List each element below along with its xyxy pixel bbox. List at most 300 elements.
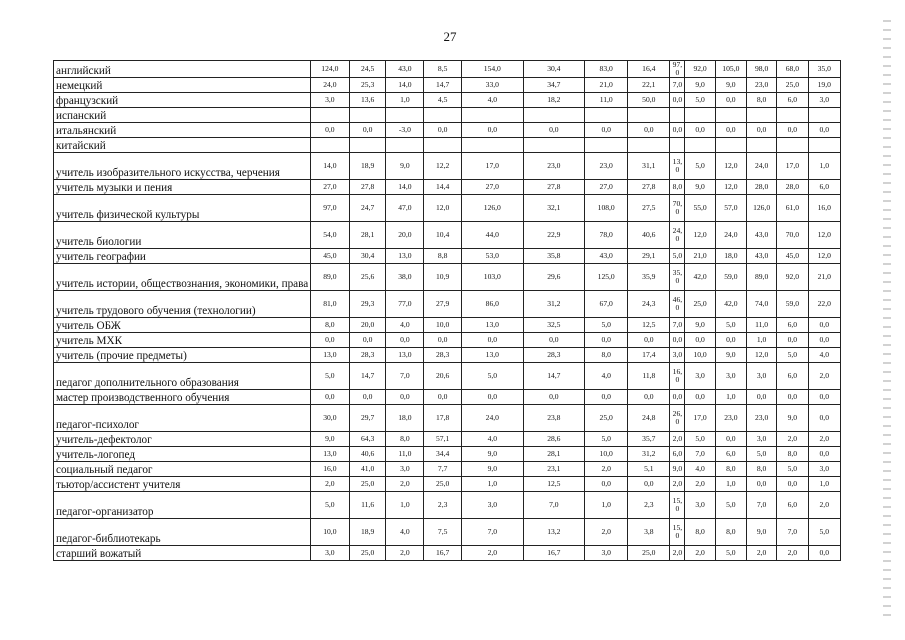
table-cell: 3,0 [310, 546, 349, 561]
row-label: китайский [54, 138, 311, 153]
table-cell: 27,0 [585, 180, 628, 195]
table-cell: 0,0 [462, 333, 524, 348]
table-cell: 8,0 [310, 318, 349, 333]
table-cell: 24,0 [670, 222, 685, 249]
table-cell: 12,5 [628, 318, 670, 333]
row-label: учитель музыки и пения [54, 180, 311, 195]
table-cell: 11,8 [628, 363, 670, 390]
table-row [54, 291, 841, 318]
table-cell: 25,3 [349, 78, 386, 93]
table-cell: 14,7 [424, 78, 462, 93]
table-cell: 14,0 [310, 153, 349, 180]
table-cell: 126,0 [747, 195, 777, 222]
table-cell: 0,0 [585, 333, 628, 348]
table-cell: 10,0 [424, 318, 462, 333]
table-cell [386, 108, 424, 123]
row-label: испанский [54, 108, 311, 123]
table-cell: 12,5 [523, 477, 585, 492]
table-cell: 25,0 [777, 78, 808, 93]
table-cell: 3,0 [685, 363, 715, 390]
table-cell: 55,0 [685, 195, 715, 222]
row-label: английский [54, 61, 311, 78]
table-cell [424, 138, 462, 153]
row-label: педагог-организатор [54, 492, 311, 519]
table-cell: 7,0 [670, 318, 685, 333]
table-cell: 0,0 [747, 123, 777, 138]
row-label: учитель МХК [54, 333, 311, 348]
table-cell: 0,0 [777, 123, 808, 138]
table-cell: 89,0 [747, 264, 777, 291]
table-cell: 154,0 [462, 61, 524, 78]
table-cell: 13,2 [523, 519, 585, 546]
table-cell [585, 108, 628, 123]
table-cell: 0,0 [715, 333, 746, 348]
table-cell: 3,8 [628, 519, 670, 546]
table-cell [747, 108, 777, 123]
table-row [54, 477, 841, 492]
table-cell: 3,0 [685, 492, 715, 519]
table-cell: 0,0 [585, 123, 628, 138]
table-cell: 10,0 [685, 348, 715, 363]
table-cell: 54,0 [310, 222, 349, 249]
table-cell: 6,0 [808, 180, 840, 195]
table-cell: 27,8 [628, 180, 670, 195]
row-label: педагог-библиотекарь [54, 519, 311, 546]
table-cell: 68,0 [777, 61, 808, 78]
table-row [54, 123, 841, 138]
table-cell: 19,0 [808, 78, 840, 93]
table-cell [715, 108, 746, 123]
table-cell: 30,4 [349, 249, 386, 264]
table-cell: 28,6 [523, 432, 585, 447]
table-cell: 2,3 [424, 492, 462, 519]
table-cell: 0,0 [349, 123, 386, 138]
table-cell: 86,0 [462, 291, 524, 318]
table-cell: 24,7 [349, 195, 386, 222]
table-cell: 45,0 [310, 249, 349, 264]
table-cell: 33,0 [462, 78, 524, 93]
table-cell: 3,0 [747, 363, 777, 390]
table-row [54, 153, 841, 180]
table-cell: 7,0 [685, 447, 715, 462]
table-cell: 3,0 [310, 93, 349, 108]
table-row [54, 492, 841, 519]
table-cell: 30,4 [523, 61, 585, 78]
table-cell: 0,0 [670, 93, 685, 108]
table-cell: 6,0 [715, 447, 746, 462]
table-cell: 59,0 [715, 264, 746, 291]
table-cell: 13,0 [310, 447, 349, 462]
row-label: учитель-дефектолог [54, 432, 311, 447]
table-cell: 1,0 [715, 390, 746, 405]
table-cell: 4,0 [808, 348, 840, 363]
table-cell: 5,0 [310, 363, 349, 390]
table-cell: 22,1 [628, 78, 670, 93]
table-cell: -3,0 [386, 123, 424, 138]
table-cell: 7,5 [424, 519, 462, 546]
table-cell: 43,0 [585, 249, 628, 264]
table-cell: 0,0 [585, 390, 628, 405]
table-cell: 0,0 [349, 390, 386, 405]
table-cell: 27,0 [310, 180, 349, 195]
table-row [54, 222, 841, 249]
table-cell: 9,0 [777, 405, 808, 432]
table-cell: 31,2 [628, 447, 670, 462]
table-cell: 92,0 [777, 264, 808, 291]
table-cell: 24,8 [628, 405, 670, 432]
table-cell: 83,0 [585, 61, 628, 78]
table-row [54, 108, 841, 123]
table-cell: 4,0 [462, 432, 524, 447]
table-cell: 28,0 [747, 180, 777, 195]
table-cell: 16,4 [628, 61, 670, 78]
table-cell: 8,5 [424, 61, 462, 78]
row-label: учитель истории, обществознания, экономики, права [54, 264, 311, 291]
table-cell: 124,0 [310, 61, 349, 78]
table-cell: 0,0 [685, 333, 715, 348]
table-cell: 11,0 [585, 93, 628, 108]
row-label: учитель трудового обучения (технологии) [54, 291, 311, 318]
staff-demand-table [53, 60, 841, 561]
table-cell: 24,0 [310, 78, 349, 93]
table-cell: 31,2 [523, 291, 585, 318]
table-cell: 27,8 [349, 180, 386, 195]
table-cell: 10,4 [424, 222, 462, 249]
table-cell: 2,0 [670, 546, 685, 561]
table-cell: 0,0 [424, 333, 462, 348]
table-cell: 0,0 [747, 477, 777, 492]
table-row [54, 93, 841, 108]
table-cell: 2,0 [777, 546, 808, 561]
table-cell: 0,0 [777, 333, 808, 348]
table-cell: 35,0 [808, 61, 840, 78]
table-cell: 25,0 [685, 291, 715, 318]
table-cell: 6,0 [670, 447, 685, 462]
table-cell: 23,0 [585, 153, 628, 180]
table-cell: 4,0 [462, 93, 524, 108]
table-cell: 10,9 [424, 264, 462, 291]
table-cell: 0,0 [424, 390, 462, 405]
table-cell: 4,5 [424, 93, 462, 108]
table-cell: 9,0 [462, 462, 524, 477]
table-cell: 0,0 [685, 390, 715, 405]
table-cell: 59,0 [777, 291, 808, 318]
table-cell: 3,0 [386, 462, 424, 477]
table-cell: 7,0 [670, 78, 685, 93]
table-cell: 4,0 [585, 363, 628, 390]
table-cell: 2,0 [747, 546, 777, 561]
table-cell: 13,0 [386, 348, 424, 363]
table-cell: 12,0 [685, 222, 715, 249]
table-cell: 0,0 [670, 390, 685, 405]
table-cell: 4,0 [685, 462, 715, 477]
table-cell: 38,0 [386, 264, 424, 291]
table-cell: 13,0 [462, 348, 524, 363]
table-cell: 28,3 [424, 348, 462, 363]
table-cell: 29,1 [628, 249, 670, 264]
table-cell: 6,0 [777, 363, 808, 390]
table-cell: 23,0 [747, 78, 777, 93]
table-cell: 25,0 [424, 477, 462, 492]
table-cell: 41,0 [349, 462, 386, 477]
table-cell: 21,0 [808, 264, 840, 291]
table-cell: 23,1 [523, 462, 585, 477]
table-cell: 27,9 [424, 291, 462, 318]
table-cell: 0,0 [424, 123, 462, 138]
table-cell: 0,0 [628, 333, 670, 348]
table-cell [386, 138, 424, 153]
table-cell: 57,1 [424, 432, 462, 447]
table-cell: 16,0 [670, 363, 685, 390]
table-cell: 81,0 [310, 291, 349, 318]
table-cell [808, 108, 840, 123]
table-cell: 1,0 [585, 492, 628, 519]
table-cell: 0,0 [808, 390, 840, 405]
table-cell: 1,0 [808, 153, 840, 180]
table-cell: 0,0 [777, 477, 808, 492]
table-cell: 44,0 [462, 222, 524, 249]
table-cell: 0,0 [523, 123, 585, 138]
table-cell: 34,4 [424, 447, 462, 462]
table-cell: 0,0 [523, 333, 585, 348]
table-cell: 9,0 [715, 348, 746, 363]
table-cell: 18,0 [386, 405, 424, 432]
row-label: итальянский [54, 123, 311, 138]
table-cell: 1,0 [747, 333, 777, 348]
table-cell: 15,0 [670, 519, 685, 546]
table-cell: 0,0 [808, 546, 840, 561]
table-cell: 5,0 [670, 249, 685, 264]
table-cell: 18,9 [349, 519, 386, 546]
table-cell: 17,4 [628, 348, 670, 363]
table-cell [523, 108, 585, 123]
table-row [54, 546, 841, 561]
table-cell: 53,0 [462, 249, 524, 264]
table-cell: 0,0 [808, 405, 840, 432]
table-cell: 0,0 [808, 123, 840, 138]
row-label: учитель биологии [54, 222, 311, 249]
table-cell: 14,7 [523, 363, 585, 390]
row-label: учитель ОБЖ [54, 318, 311, 333]
table-cell: 30,0 [310, 405, 349, 432]
table-cell: 9,0 [310, 432, 349, 447]
table-cell: 5,0 [685, 153, 715, 180]
table-cell: 47,0 [386, 195, 424, 222]
table-cell: 0,0 [462, 123, 524, 138]
table-cell: 0,0 [715, 432, 746, 447]
table-cell: 0,0 [386, 390, 424, 405]
table-cell: 14,4 [424, 180, 462, 195]
table-cell [777, 108, 808, 123]
table-cell: 0,0 [628, 477, 670, 492]
table-cell: 2,0 [386, 477, 424, 492]
table-cell: 15,0 [670, 492, 685, 519]
table-cell: 3,0 [808, 93, 840, 108]
table-cell: 0,0 [310, 333, 349, 348]
table-cell: 13,0 [386, 249, 424, 264]
table-cell: 21,0 [585, 78, 628, 93]
row-label: учитель физической культуры [54, 195, 311, 222]
table-cell: 24,0 [747, 153, 777, 180]
table-cell: 8,0 [715, 519, 746, 546]
table-cell: 5,0 [310, 492, 349, 519]
table-cell: 7,0 [747, 492, 777, 519]
table-cell: 5,0 [585, 318, 628, 333]
table-cell: 8,0 [747, 462, 777, 477]
table-cell: 3,0 [808, 462, 840, 477]
table-cell: 42,0 [685, 264, 715, 291]
table-cell: 0,0 [349, 333, 386, 348]
table-cell: 8,0 [670, 180, 685, 195]
table-cell: 16,7 [424, 546, 462, 561]
table-cell: 24,0 [715, 222, 746, 249]
table-cell: 8,0 [386, 432, 424, 447]
table-cell: 17,0 [685, 405, 715, 432]
table-cell: 11,0 [747, 318, 777, 333]
table-row [54, 390, 841, 405]
table-cell: 0,0 [310, 390, 349, 405]
table-cell: 23,0 [523, 153, 585, 180]
table-cell: 0,0 [777, 390, 808, 405]
table-cell: 0,0 [715, 93, 746, 108]
table-row [54, 405, 841, 432]
table-cell: 23,8 [523, 405, 585, 432]
table-cell [685, 138, 715, 153]
table-cell [462, 108, 524, 123]
table-row [54, 363, 841, 390]
table-cell: 3,0 [715, 363, 746, 390]
table-cell: 5,0 [685, 93, 715, 108]
table-cell: 89,0 [310, 264, 349, 291]
table-cell [685, 108, 715, 123]
table-cell [808, 138, 840, 153]
table-cell: 7,0 [386, 363, 424, 390]
row-label: немецкий [54, 78, 311, 93]
table-cell: 0,0 [685, 123, 715, 138]
table-cell: 7,0 [777, 519, 808, 546]
table-row [54, 447, 841, 462]
table-cell: 31,1 [628, 153, 670, 180]
table-cell: 2,0 [585, 519, 628, 546]
table-cell: 40,6 [349, 447, 386, 462]
table-cell: 70,0 [670, 195, 685, 222]
table-row [54, 333, 841, 348]
table-cell: 108,0 [585, 195, 628, 222]
table-cell: 13,0 [462, 318, 524, 333]
table-cell [777, 138, 808, 153]
table-cell: 98,0 [747, 61, 777, 78]
table-cell: 2,0 [777, 432, 808, 447]
table-cell: 40,6 [628, 222, 670, 249]
table-cell: 4,0 [386, 318, 424, 333]
table-cell: 5,0 [747, 447, 777, 462]
row-label: социальный педагог [54, 462, 311, 477]
table-cell: 77,0 [386, 291, 424, 318]
table-cell: 17,0 [462, 153, 524, 180]
table-cell: 2,0 [585, 462, 628, 477]
table-row [54, 61, 841, 78]
table-cell [670, 138, 685, 153]
table-cell: 23,0 [715, 405, 746, 432]
row-label: педагог-психолог [54, 405, 311, 432]
table-cell: 1,0 [462, 477, 524, 492]
table-cell: 103,0 [462, 264, 524, 291]
table-cell: 0,0 [670, 333, 685, 348]
table-cell: 5,1 [628, 462, 670, 477]
table-cell: 20,0 [386, 222, 424, 249]
table-cell: 78,0 [585, 222, 628, 249]
table-cell: 0,0 [715, 123, 746, 138]
row-label: учитель-логопед [54, 447, 311, 462]
table-cell: 35,9 [628, 264, 670, 291]
row-label: старший вожатый [54, 546, 311, 561]
table-cell: 13,6 [349, 93, 386, 108]
table-cell: 17,8 [424, 405, 462, 432]
table-cell: 9,0 [685, 180, 715, 195]
table-cell: 0,0 [523, 390, 585, 405]
table-cell [462, 138, 524, 153]
table-cell: 28,3 [349, 348, 386, 363]
table-cell: 2,0 [685, 477, 715, 492]
table-cell: 97,0 [310, 195, 349, 222]
table-cell: 29,6 [523, 264, 585, 291]
table-cell: 1,0 [386, 93, 424, 108]
table-cell: 22,9 [523, 222, 585, 249]
table-cell: 5,0 [462, 363, 524, 390]
table-cell: 14,7 [349, 363, 386, 390]
table-cell: 45,0 [777, 249, 808, 264]
table-cell: 3,0 [462, 492, 524, 519]
table-cell: 35,7 [628, 432, 670, 447]
table-cell: 32,5 [523, 318, 585, 333]
table-cell [349, 108, 386, 123]
table-cell: 2,0 [808, 492, 840, 519]
table-cell: 12,0 [715, 153, 746, 180]
table-cell [585, 138, 628, 153]
table-cell: 35,8 [523, 249, 585, 264]
table-cell: 6,0 [777, 492, 808, 519]
table-cell [628, 108, 670, 123]
table-cell: 5,0 [715, 318, 746, 333]
table-cell: 2,3 [628, 492, 670, 519]
table-cell: 9,0 [685, 318, 715, 333]
table-cell: 32,1 [523, 195, 585, 222]
table-cell: 16,0 [808, 195, 840, 222]
table-cell: 29,3 [349, 291, 386, 318]
table-cell: 2,0 [670, 477, 685, 492]
row-label: учитель географии [54, 249, 311, 264]
table-cell: 13,0 [310, 348, 349, 363]
table-cell: 0,0 [808, 318, 840, 333]
table-cell: 0,0 [462, 390, 524, 405]
table-cell: 57,0 [715, 195, 746, 222]
table-cell: 11,0 [386, 447, 424, 462]
table-cell: 24,3 [628, 291, 670, 318]
table-cell: 25,0 [349, 546, 386, 561]
table-cell: 0,0 [628, 123, 670, 138]
table-row [54, 249, 841, 264]
table-cell: 67,0 [585, 291, 628, 318]
table-cell: 3,0 [747, 432, 777, 447]
table-cell: 9,0 [670, 462, 685, 477]
table-cell: 8,0 [747, 93, 777, 108]
table-row [54, 195, 841, 222]
table-cell: 50,0 [628, 93, 670, 108]
scan-edge-marks [883, 20, 891, 620]
row-label: тьютор/ассистент учителя [54, 477, 311, 492]
table-cell: 8,0 [715, 462, 746, 477]
table-cell: 97,0 [670, 61, 685, 78]
